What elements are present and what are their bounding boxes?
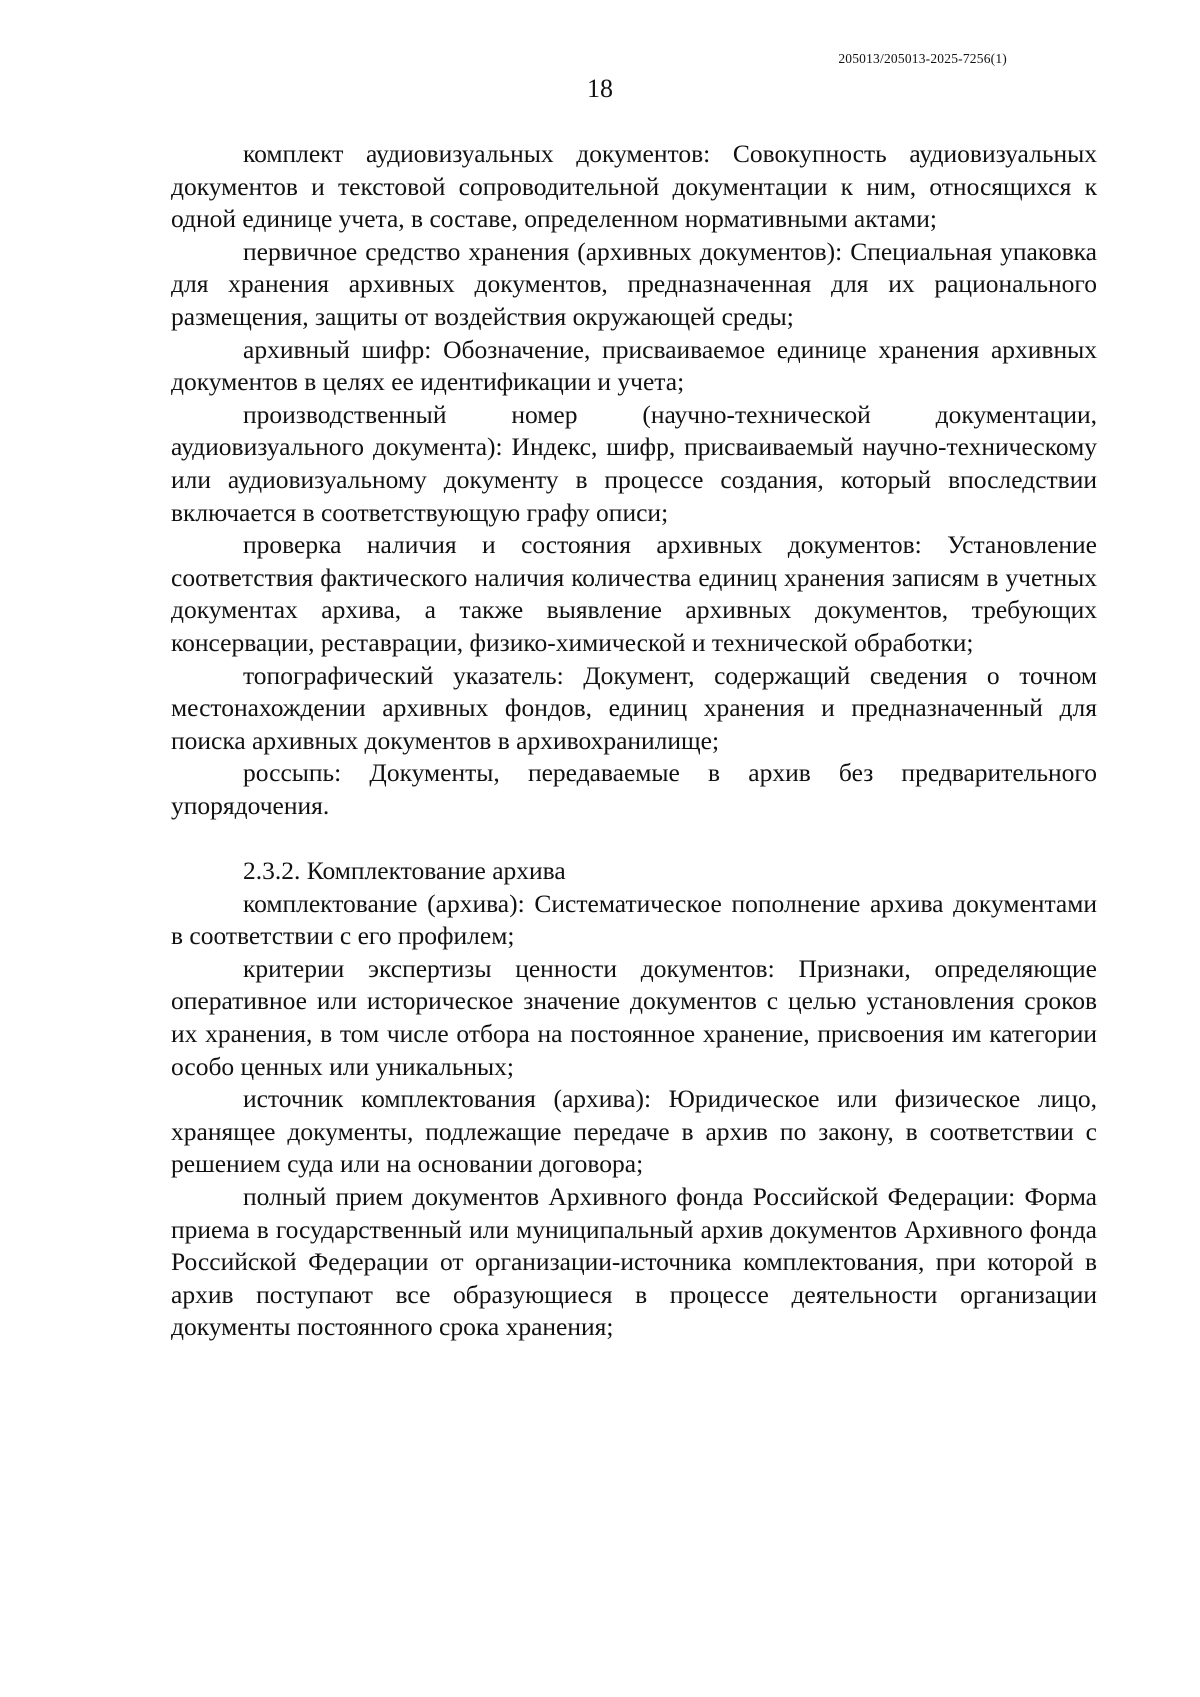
page-body bbox=[171, 138, 1097, 1344]
definition-paragraph: производственный номер (научно-технической документации, аудиовизуального документа): Индекс, шифр, присваиваемый научно-техническому или аудиовизуальному документу в процессе создания, который впоследствии включается в соответствующую графу описи; bbox=[171, 399, 1097, 527]
definition-paragraph: критерии экспертизы ценности документов: Признаки, определяющие оперативное или историческое значение документов с целью установления сроков их хранения, в том числе отбора на постоянное хранение, присвоения им категории особо ценных или уникальных; bbox=[171, 953, 1097, 1081]
definition-paragraph: комплект аудиовизуальных документов: Совокупность аудиовизуальных документов и текстовой сопроводительной документации к ним, относящихся к одной единице учета, в составе, определенном нормативными актами; bbox=[171, 139, 1097, 234]
document-id: 205013/205013-2025-7256(1) bbox=[838, 51, 1007, 66]
definition-paragraph: первичное средство хранения (архивных документов): Специальная упаковка для хранения архивных документов, предназначенная для их рационального размещения, защиты от воздействия окружающей среды; bbox=[171, 236, 1097, 331]
definition-paragraph: проверка наличия и состояния архивных документов: Установление соответствия фактического наличия количества единиц хранения записям в учетных документах архива, а также выявление архивных документов, требующих консервации, реставрации, физико-химической и технической обработки; bbox=[171, 530, 1097, 657]
definition-paragraph: россыпь: Документы, передаваемые в архив без предварительного упорядочения. bbox=[171, 758, 1097, 820]
definition-paragraph: комплектование (архива): Систематическое пополнение архива документами в соответствии с его профилем; bbox=[171, 888, 1097, 951]
definition-paragraph: топографический указатель: Документ, содержащий сведения о точном местонахождении архивных фондов, единиц хранения и предназначенный для поиска архивных документов в архивохранилище; bbox=[171, 660, 1097, 755]
definition-paragraph: источник комплектования (архива): Юридическое или физическое лицо, хранящее документы, подлежащие передаче в архив по закону, в соответствии с решением суда или на основании договора; bbox=[171, 1084, 1097, 1179]
section-heading: 2.3.2. Комплектование архива bbox=[243, 856, 566, 886]
definition-paragraph: архивный шифр: Обозначение, присваиваемое единице хранения архивных документов в целях ее идентификации и учета; bbox=[171, 334, 1097, 397]
definition-paragraph: полный прием документов Архивного фонда Российской Федерации: Форма приема в государственный или муниципальный архив документов Архивного фонда Российской Федерации от организации-источника комплектования, при которой в архив поступают все образующиеся в процессе деятельности организации документы постоянного срока хранения; bbox=[171, 1182, 1097, 1342]
page-number: 18 bbox=[587, 74, 613, 103]
